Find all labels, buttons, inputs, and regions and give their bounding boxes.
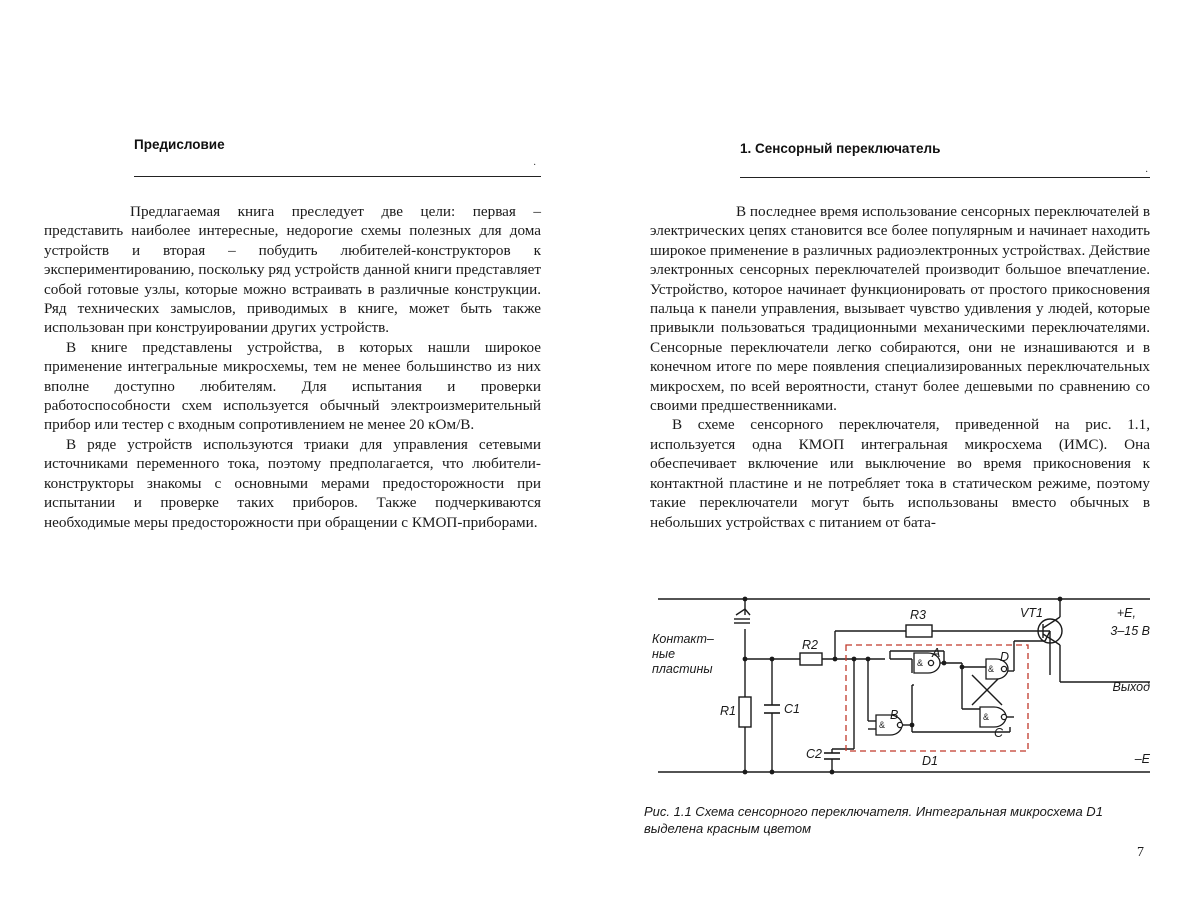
page-number: 7 [1137,845,1144,860]
gate-c-symbol: & [983,712,990,722]
label-r2: R2 [802,638,818,652]
label-gate-c: C [994,726,1004,740]
label-c2: C2 [806,747,822,761]
label-c1: C1 [784,702,800,716]
resistor-r1 [739,697,751,727]
right-page [600,0,1200,900]
scan-speck: · [533,160,537,171]
label-r1: R1 [720,704,736,718]
chapter-heading-rule [740,177,1150,178]
label-supply-minus: –E [1134,752,1150,766]
label-supply-range: 3–15 В [1110,624,1150,638]
label-output: Выход [1112,680,1150,694]
label-contacts-2: ные [652,647,676,661]
schematic-svg [650,587,1170,787]
label-contacts-3: пластины [652,662,713,676]
chapter-paragraph-2: В схеме сенсорного переключателя, приведенной на рис. 1.1, используется одна КМОП интегральная микросхема (ИМС). Она обеспечивает включение или выключение во время прикосновения к контактной пластине и не потребляет тока в статическом режиме, поэтому такие переключатели могут быть использованы вместо обычных в небольших устройствах с питанием от бата- [650,416,1150,531]
preface-paragraph-3: В ряде устройств используются триаки для управления сетевыми источниками переменного тока, поэтому предполагается, что любители-конструкторы знакомы с основными мерами предосторожности при испытании и проверке таких приборов. Также подчеркиваются необходимые меры предосторожности при обращении с КМОП-приборами. [44,435,541,531]
schematic-junctions [743,597,1063,775]
label-vt1: VT1 [1020,606,1043,620]
label-gate-b: B [890,708,899,722]
touch-switch-schematic [650,587,1170,787]
capacitor-c1 [764,705,780,713]
gate-d-symbol: & [988,664,995,674]
label-supply-plus: +E, [1116,606,1136,620]
left-page-heading: Предисловие [134,137,225,152]
preface-paragraph-2: В книге представлены устройства, в которых нашли широкое применение интегральные микросхемы, тем не менее большинство из них вполне доступно любителям. Для испытания и проверки работоспособности схем используется обычный электроизмерительный прибор или тестер с входным сопротивлением не менее 20 кОм/В. [44,338,541,434]
resistor-r2 [800,653,822,665]
schematic-wiring [658,599,1150,772]
heading-rule [134,176,541,177]
gate-a-symbol: & [917,658,924,668]
label-gate-a: A [932,646,941,660]
label-gate-d: D [1000,650,1010,664]
gate-b-symbol: & [879,720,886,730]
scan-speck: · [1145,167,1149,178]
preface-text [44,202,541,532]
figure-caption: Рис. 1.1 Схема сенсорного переключателя. Интегральная микросхема D1 выделена красным цветом [644,804,1103,836]
resistor-r3 [906,625,932,637]
label-r3: R3 [910,608,926,622]
chapter-heading: 1. Сенсорный переключатель [740,141,941,156]
preface-paragraph-1: Предлагаемая книга преследует две цели: первая – представить наиболее интересные, недорогие схемы полезных для дома устройств и вторая – побудить любителей-конструкторов к экспериментированию, поскольку ряд устройств данной книги представляет собой готовые узлы, которые можно встраивать в различные конструкции. Ряд технических замыслов, приводимых в книге, может быть также использован при конструировании других устройств. [44,203,541,337]
label-contacts-1: Контакт– [652,632,714,646]
chapter-paragraph-1: В последнее время использование сенсорных переключателей в электрических цепях становится все более популярным и начинает находить широкое применение в различных радиоэлектронных устройствах. Действие электронных сенсорных переключателей производит большое впечатление. Устройство, которое начинает функционировать от простого прикосновения пальца к панели управления, вызывает чувство удивления у людей, которые привыкли пользоваться традиционными механическими переключателями. Сенсорные переключатели легко собираются, они не изнашиваются и в конечном итоге по мере появления специализированных переключательных микросхем, по всей вероятности, станут более дешевыми по сравнению со своими предшественниками. [650,203,1150,415]
capacitor-c2 [824,753,840,759]
label-d1: D1 [922,754,938,768]
chapter-text [650,202,1150,532]
